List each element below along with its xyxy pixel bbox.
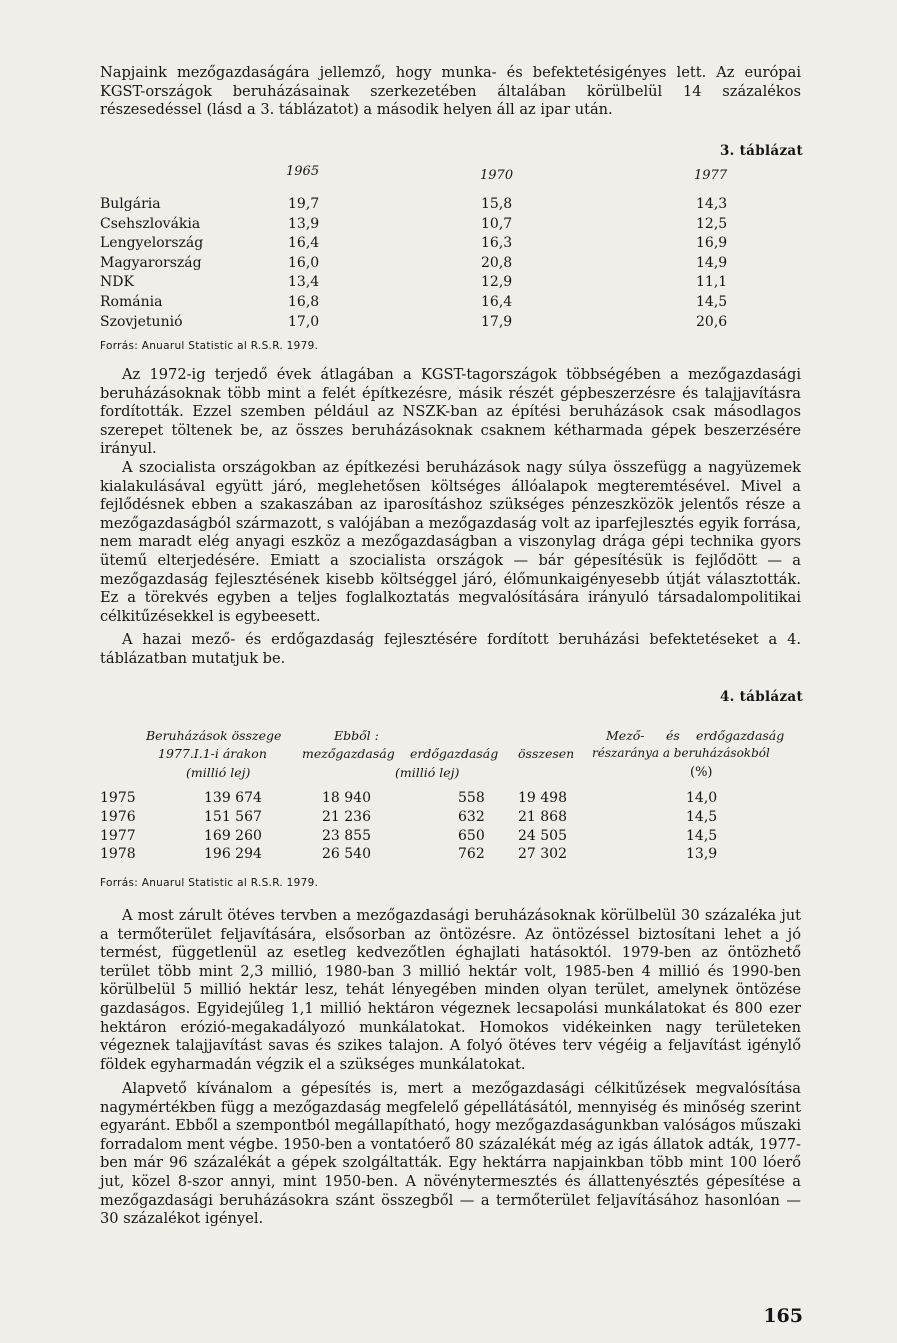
table3-year-1965: 1965 bbox=[286, 164, 320, 179]
table3-source: Forrás: Anuarul Statistic al R.S.R. 1979. bbox=[100, 340, 319, 352]
paragraph-3: A hazai mező- és erdőgazdaság fejlesztésére fordított beruházási befektetéseket a 4. táblázatban mutatjuk be. bbox=[100, 631, 801, 667]
table4-caption: 4. táblázat bbox=[719, 689, 803, 705]
table-row: 1976 151 567 21 236 632 21 868 14,5 bbox=[100, 808, 718, 825]
table-row: Bulgária 19,7 15,8 14,3 bbox=[100, 196, 728, 212]
intro-paragraph: Napjaink mezőgazdaságára jellemző, hogy munka- és befektetésigényes lett. Az európai KGST-országok beruházásainak szerkezetében általában körülbelül 14 százalékos részesedéssel (lásd a 3. táblázatot) a második helyen áll az ipar után. bbox=[100, 64, 801, 119]
table-row: 1977 169 260 23 855 650 24 505 14,5 bbox=[100, 827, 718, 844]
table3-year-1977: 1977 bbox=[694, 168, 728, 183]
table4-header-ebbol-unit: (millió lej) bbox=[395, 765, 460, 780]
table4-header-erdogazdasag: erdőgazdaság bbox=[410, 746, 499, 761]
paragraph-5: Alapvető kívánalom a gépesítés is, mert a mezőgazdasági célkitűzések megvalósítása nagymértékben függ a mezőgazdaság megfelelő gépellátásától, mennyiség és minőség szerint egyaránt. Ebből a szempontból megállapítható, hogy mezőgazdaságunkban valóságos műszaki forradalom ment végbe. 1950-ben a vontatóerő 80 százalékát még az igás állatok adták, 1977-ben már 96 százalékát a gépek szolgáltatták. Egy hektárra napjainkban több mint 100 lóerő jut, közel 8-szor annyi, mint 1950-ben. A növénytermesztés és állattenyésztés gépesítése a mezőgazdasági beruházásokra szánt összegből — a termőterület feljavításához hasonlóan — 30 százalékot igényel. bbox=[100, 1080, 801, 1228]
table-row: NDK 13,4 12,9 11,1 bbox=[100, 274, 728, 291]
table-row: Románia 16,8 16,4 14,5 bbox=[100, 294, 728, 310]
page-number: 165 bbox=[763, 1305, 803, 1327]
paragraph-2: A szocialista országokban az építkezési beruházások nagy súlya összefügg a nagyüzemek kialakulásával együtt járó, meglehetősen költséges állóalapok megteremtésével. Mivel a fejlődésnek ebben a szakaszában az iparosításhoz szükséges pénzeszközök jelentős része a mezőgazdaságból származott, s valójában a mezőgazdaság volt az iparfejlesztés egyik forrása, nem maradt elég anyagi eszköz a mezőgazdaságban a viszonylag drága gépi technika gyors ütemű elterjedésére. Emiatt a szocialista országok — bár gépesítésük is fejlődött — a mezőgazdaság fejlesztésének kisebb költséggel járó, élőmunkaigényesebb útját választották. Ez a törekvés egyben a teljes foglalkoztatás megvalósítására irányuló társadalompolitikai célkitűzésekkel is egybeesett. bbox=[100, 459, 801, 625]
table4-header-mezogazdasag: mezőgazdaság bbox=[302, 746, 395, 761]
table-row: 1975 139 674 18 940 558 19 498 14,0 bbox=[100, 790, 718, 806]
table4-header-arany-line1a: Mező- bbox=[606, 728, 645, 743]
table4-header-arany-unit: (%) bbox=[690, 765, 713, 780]
table3-caption: 3. táblázat bbox=[719, 143, 803, 159]
paragraph-4: A most zárult ötéves tervben a mezőgazdasági beruházásoknak körülbelül 30 százaléka jut a termőterület feljavítására, elsősorban az öntözésre. Az öntözéssel biztosítani lehet a jó termést, függetlenül az esetleg kedvezőtlen éghajlati hatásoktól. 1979-ben az öntözhető terület több mint 2,3 millió, 1980-ban 3 millió hektár volt, 1985-ben 4 millió és 1990-ben körülbelül 5 millió hektár lesz, tehát lényegében minden olyan terület, amelynek öntözése gazdaságos. Egyidejűleg 1,1 millió hektáron végeznek lecsapolási munkálatokat és 800 ezer hektáron erózió-megakadályozó munkálatokat. Homokos vidékeinken nagy területeken végeznek talajjavítást savas és szikes talajon. A folyó ötéves terv végéig a feljavítást igénylő földek egyharmadán végzik el a szükséges munkálatokat. bbox=[100, 907, 801, 1073]
table4-header-arany-line1b: és bbox=[666, 728, 680, 743]
table-row: 1978 196 294 26 540 762 27 302 13,9 bbox=[100, 846, 718, 863]
table4-header-arany-line2: részaránya a beruházásokból bbox=[592, 746, 770, 760]
table4-header-total-unit: (millió lej) bbox=[186, 765, 251, 780]
paragraph-1: Az 1972-ig terjedő évek átlagában a KGST-tagországok többségében a mezőgazdasági beruházásoknak több mint a felét építkezésre, másik részét gépbeszerzésre és talajjavításra fordították. Ezzel szemben például az NSZK-ban az építési beruházások csak másodlagos szerepet töltenek be, az összes beruházásoknak csaknem kétharmada gépek beszerzésére irányul. bbox=[100, 366, 801, 458]
table4-source: Forrás: Anuarul Statistic al R.S.R. 1979. bbox=[100, 877, 319, 889]
table4-header-total-line1: Beruházások összege bbox=[146, 728, 282, 743]
table-row: Csehszlovákia 13,9 10,7 12,5 bbox=[100, 215, 728, 232]
table3-year-1970: 1970 bbox=[480, 168, 514, 183]
table4-header-osszesen: összesen bbox=[518, 746, 575, 761]
table-row: Magyarország 16,0 20,8 14,9 bbox=[100, 254, 728, 271]
table-row: Szovjetunió 17,0 17,9 20,6 bbox=[100, 313, 728, 330]
table4-header-total-line2: 1977.I.1-i árakon bbox=[158, 746, 267, 761]
table4-header-ebbol: Ebből : bbox=[334, 728, 379, 743]
table-row: Lengyelország 16,4 16,3 16,9 bbox=[100, 235, 728, 252]
table4-header-arany-line1c: erdőgazdaság bbox=[696, 728, 785, 743]
